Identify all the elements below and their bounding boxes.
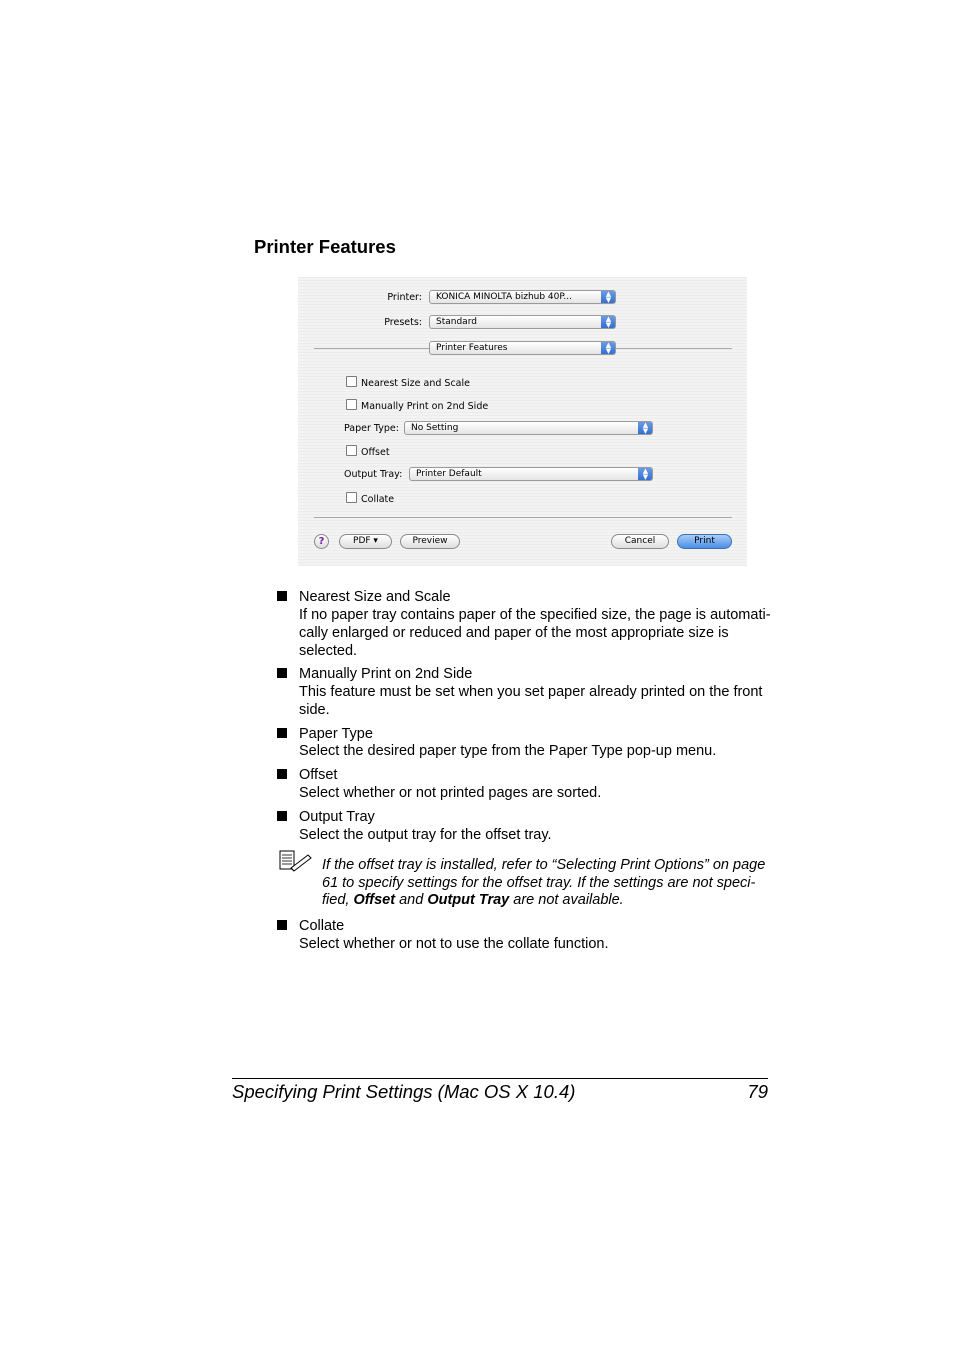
item-title: Collate <box>299 918 345 934</box>
output-tray-value: Printer Default <box>416 469 482 479</box>
note-bold-offset: Offset <box>353 892 396 909</box>
print-dialog <box>298 277 747 566</box>
checkbox-box[interactable] <box>346 445 357 456</box>
popup-arrows-icon: ▲ ▼ <box>638 421 653 435</box>
bottom-separator <box>314 517 732 518</box>
help-icon[interactable]: ? <box>314 534 329 549</box>
note-bold-output-tray: Output Tray <box>427 892 510 909</box>
bullet-icon <box>277 811 287 821</box>
output-tray-label: Output Tray: <box>344 469 403 480</box>
paper-type-popup[interactable] <box>404 421 653 435</box>
bullet-icon <box>277 668 287 678</box>
popup-arrows-icon: ▲ ▼ <box>601 315 616 329</box>
popup-arrows-icon: ▲ ▼ <box>638 467 653 481</box>
item-title: Offset <box>299 767 338 783</box>
separator-right <box>616 348 732 349</box>
footer-title: Specifying Print Settings (Mac OS X 10.4) <box>232 1081 576 1102</box>
collate-checkbox[interactable] <box>346 492 394 505</box>
note-pencil-icon <box>279 850 313 872</box>
item-description: If no paper tray contains paper of the specified size, the page is automati- cally enlarged or reduced and paper of the most appropriate size is selected. <box>299 607 771 659</box>
output-tray-popup[interactable] <box>409 467 653 481</box>
note-text-part: If the offset tray is installed, refer to “Selecting Print Options” on page 61 to specify settings for the offset tray. If the settings are not speci- fied, <box>322 857 766 909</box>
nearest-size-checkbox[interactable] <box>346 376 470 389</box>
bullet-icon <box>277 728 287 738</box>
footer-rule <box>232 1078 768 1079</box>
item-description: This feature must be set when you set paper already printed on the front side. <box>299 684 763 718</box>
item-description: Select whether or not to use the collate function. <box>299 936 609 952</box>
nearest-size-label: Nearest Size and Scale <box>361 378 470 389</box>
separator-left <box>314 348 429 349</box>
bullet-icon <box>277 591 287 601</box>
bullet-icon <box>277 769 287 779</box>
checkbox-box[interactable] <box>346 376 357 387</box>
cancel-button[interactable]: Cancel <box>611 534 669 549</box>
printer-popup[interactable] <box>429 290 616 304</box>
preview-button[interactable]: Preview <box>400 534 460 549</box>
popup-arrows-icon: ▲ ▼ <box>601 341 616 355</box>
item-title: Manually Print on 2nd Side <box>299 666 473 682</box>
note-text-part: and <box>395 892 428 909</box>
item-description: Select whether or not printed pages are sorted. <box>299 785 602 801</box>
paper-type-value: No Setting <box>411 423 459 433</box>
collate-label: Collate <box>361 494 395 505</box>
checkbox-box[interactable] <box>346 492 357 503</box>
print-button[interactable]: Print <box>677 534 732 549</box>
item-title: Output Tray <box>299 809 375 825</box>
offset-checkbox[interactable] <box>346 445 390 458</box>
printer-popup-value: KONICA MINOLTA bizhub 40P... <box>436 292 572 302</box>
offset-label: Offset <box>361 447 390 458</box>
panel-popup-value: Printer Features <box>436 343 508 353</box>
item-description: Select the output tray for the offset tray. <box>299 827 552 843</box>
manual-duplex-checkbox[interactable] <box>346 399 488 412</box>
paper-type-label: Paper Type: <box>344 423 399 434</box>
item-title: Paper Type <box>299 726 373 742</box>
item-title: Nearest Size and Scale <box>299 589 451 605</box>
presets-popup[interactable] <box>429 315 616 329</box>
presets-popup-value: Standard <box>436 317 477 327</box>
panel-popup[interactable] <box>429 341 616 355</box>
note-text-part: are not available. <box>509 892 624 909</box>
bullet-icon <box>277 920 287 930</box>
item-description: Select the desired paper type from the Paper Type pop-up menu. <box>299 743 717 759</box>
printer-label: Printer: <box>387 292 422 303</box>
pdf-button[interactable]: PDF ▾ <box>339 534 392 549</box>
popup-arrows-icon: ▲ ▼ <box>601 290 616 304</box>
page-number: 79 <box>747 1081 768 1102</box>
manual-duplex-label: Manually Print on 2nd Side <box>361 401 489 412</box>
section-heading: Printer Features <box>254 236 396 257</box>
presets-label: Presets: <box>384 317 422 328</box>
note-text <box>322 857 772 910</box>
checkbox-box[interactable] <box>346 399 357 410</box>
